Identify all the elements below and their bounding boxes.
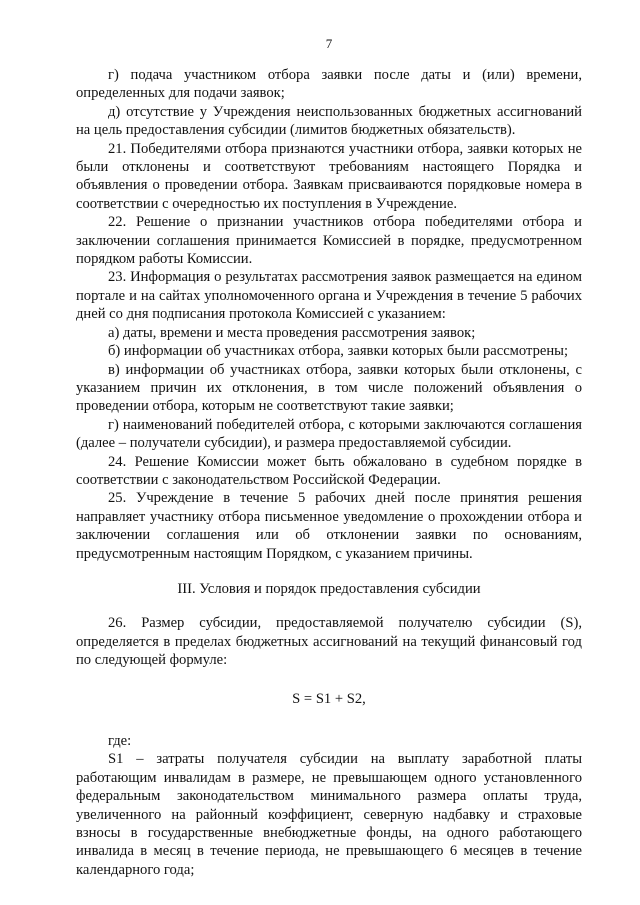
formula: S = S1 + S2, [292, 690, 366, 707]
paragraph-23-b: б) информации об участниках отбора, заявки которых были рассмотрены; [108, 343, 569, 360]
paragraph-23-g: г) наименований победителей отбора, с которыми заключаются соглашения (далее – получатели субсидии), и размера предоставляемой субсидии. [76, 416, 582, 452]
paragraph-26: 26. Размер субсидии, предоставляемой получателю субсидии (S), определяется в пределах бюджетных ассигнований на текущий финансовый год по следующей формуле: [76, 615, 582, 669]
paragraph-22: 22. Решение о признании участников отбора победителями отбора и заключении соглашения принимается Комиссией в порядке, предусмотренном порядком работы Комиссии. [76, 214, 582, 268]
where-label: где: [108, 733, 132, 749]
section-title: III. Условия и порядок предоставления субсидии [177, 580, 481, 597]
paragraph-23: 23. Информация о результатах рассмотрения заявок размещается на едином портале и на сайтах уполномоченного органа и Учреждения в течение 5 рабочих дней со дня подписания протокола Комиссией с указанием: [76, 269, 582, 323]
paragraph-d-no-budget: д) отсутствие у Учреждения неиспользованных бюджетных ассигнований на цель предоставления субсидии (лимитов бюджетных обязательств). [76, 103, 582, 139]
paragraph-24: 24. Решение Комиссии может быть обжаловано в судебном порядке в соответствии с законодательством Российской Федерации. [76, 453, 582, 488]
body-text [76, 66, 582, 879]
paragraph-g-late-submission: г) подача участником отбора заявки после даты и (или) времени, определенных для подачи заявок; [76, 67, 582, 102]
paragraph-23-a: а) даты, времени и места проведения рассмотрения заявок; [108, 324, 476, 341]
page-number: 7 [325, 36, 333, 51]
paragraph-25: 25. Учреждение в течение 5 рабочих дней после принятия решения направляет участнику отбора письменное уведомление о прохождении отбора и заключении соглашения или об отклонении заявки по основаниям, предусмотренным настоящим Порядком, с указанием причины. [76, 490, 582, 562]
paragraph-23-v: в) информации об участниках отбора, заявки которых были отклонены, с указанием причин их отклонения, в том числе положений объявления о проведении отбора, которым не соответствуют такие заявки; [76, 361, 582, 415]
paragraph-21: 21. Победителями отбора признаются участники отбора, заявки которых не были отклонены и соответствуют требованиям настоящего Порядка и объявления о проведении отбора. Заявкам присваиваются порядковые номера в соответствии с очередностью их поступления в Учреждение. [76, 140, 582, 212]
s1-definition: S1 – затраты получателя субсидии на выплату заработной платы работающим инвалидам в размере, не превышающем одного установленного федеральным законодательством минимального размера оплаты труда, увеличенного на районный коэффициент, северную надбавку и страховые взносы в государственные внебюджетные фонды, на одного работающего инвалида в месяц в течение периода, не превышающего 6 месяцев в течение календарного года; [76, 751, 582, 878]
